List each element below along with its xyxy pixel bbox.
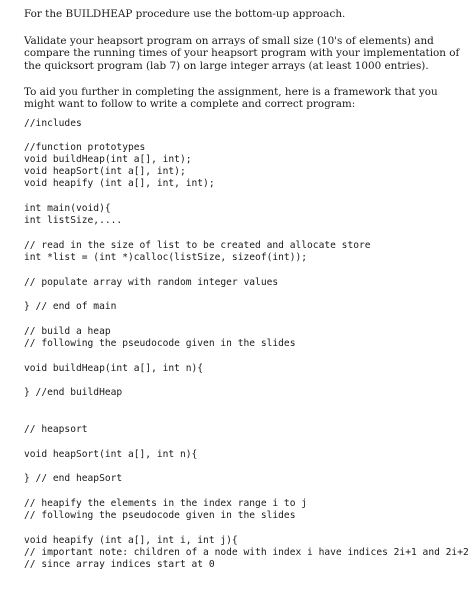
code-line: //function prototypes	[24, 142, 146, 153]
code-line: } // end of main	[24, 301, 117, 312]
code-line: //includes	[24, 118, 82, 129]
code-line: void heapify (int a[], int i, int j){	[24, 535, 238, 546]
code-line: // since array indices start at 0	[24, 559, 215, 570]
code-line: void buildHeap(int a[], int n){	[24, 363, 204, 374]
code-line: // build a heap	[24, 326, 111, 337]
code-line: // heapify the elements in the index range i to j	[24, 498, 308, 509]
code-line: } //end buildHeap	[24, 387, 123, 398]
code-line: // important note: children of a node with index i have indices 2i+1 and 2i+2	[24, 547, 469, 558]
code-line: // populate array with random integer values	[24, 277, 279, 288]
code-line: int listSize,....	[24, 215, 123, 226]
code-line: void buildHeap(int a[], int);	[24, 154, 192, 165]
code-line: // heapsort	[24, 424, 88, 435]
code-line: void heapify (int a[], int, int);	[24, 178, 215, 189]
code-line: // following the pseudocode given in the slides	[24, 510, 296, 521]
code-line: int main(void){	[24, 203, 111, 214]
code-line: void heapSort(int a[], int n){	[24, 449, 198, 460]
code-line: // following the pseudocode given in the slides	[24, 338, 296, 349]
code-line: void heapSort(int a[], int);	[24, 166, 186, 177]
paragraph-framework-intro: To aid you further in completing the assignment, here is a framework that you might want to follow to write a complete and correct program:	[24, 86, 438, 111]
paragraph-validation-instructions: Validate your heapsort program on arrays of small size (10's of elements) and compare the running times of your heapsort program with your implementation of the quicksort program (lab 7) on large integer arrays (at least 1000 entries).	[24, 35, 460, 72]
code-line: int *list = (int *)calloc(listSize, sizeof(int));	[24, 252, 308, 263]
paragraph-buildheap-instruction: For the BUILDHEAP procedure use the bottom-up approach.	[24, 8, 346, 20]
code-line: // read in the size of list to be created and allocate store	[24, 240, 371, 251]
code-line: } // end heapSort	[24, 473, 123, 484]
